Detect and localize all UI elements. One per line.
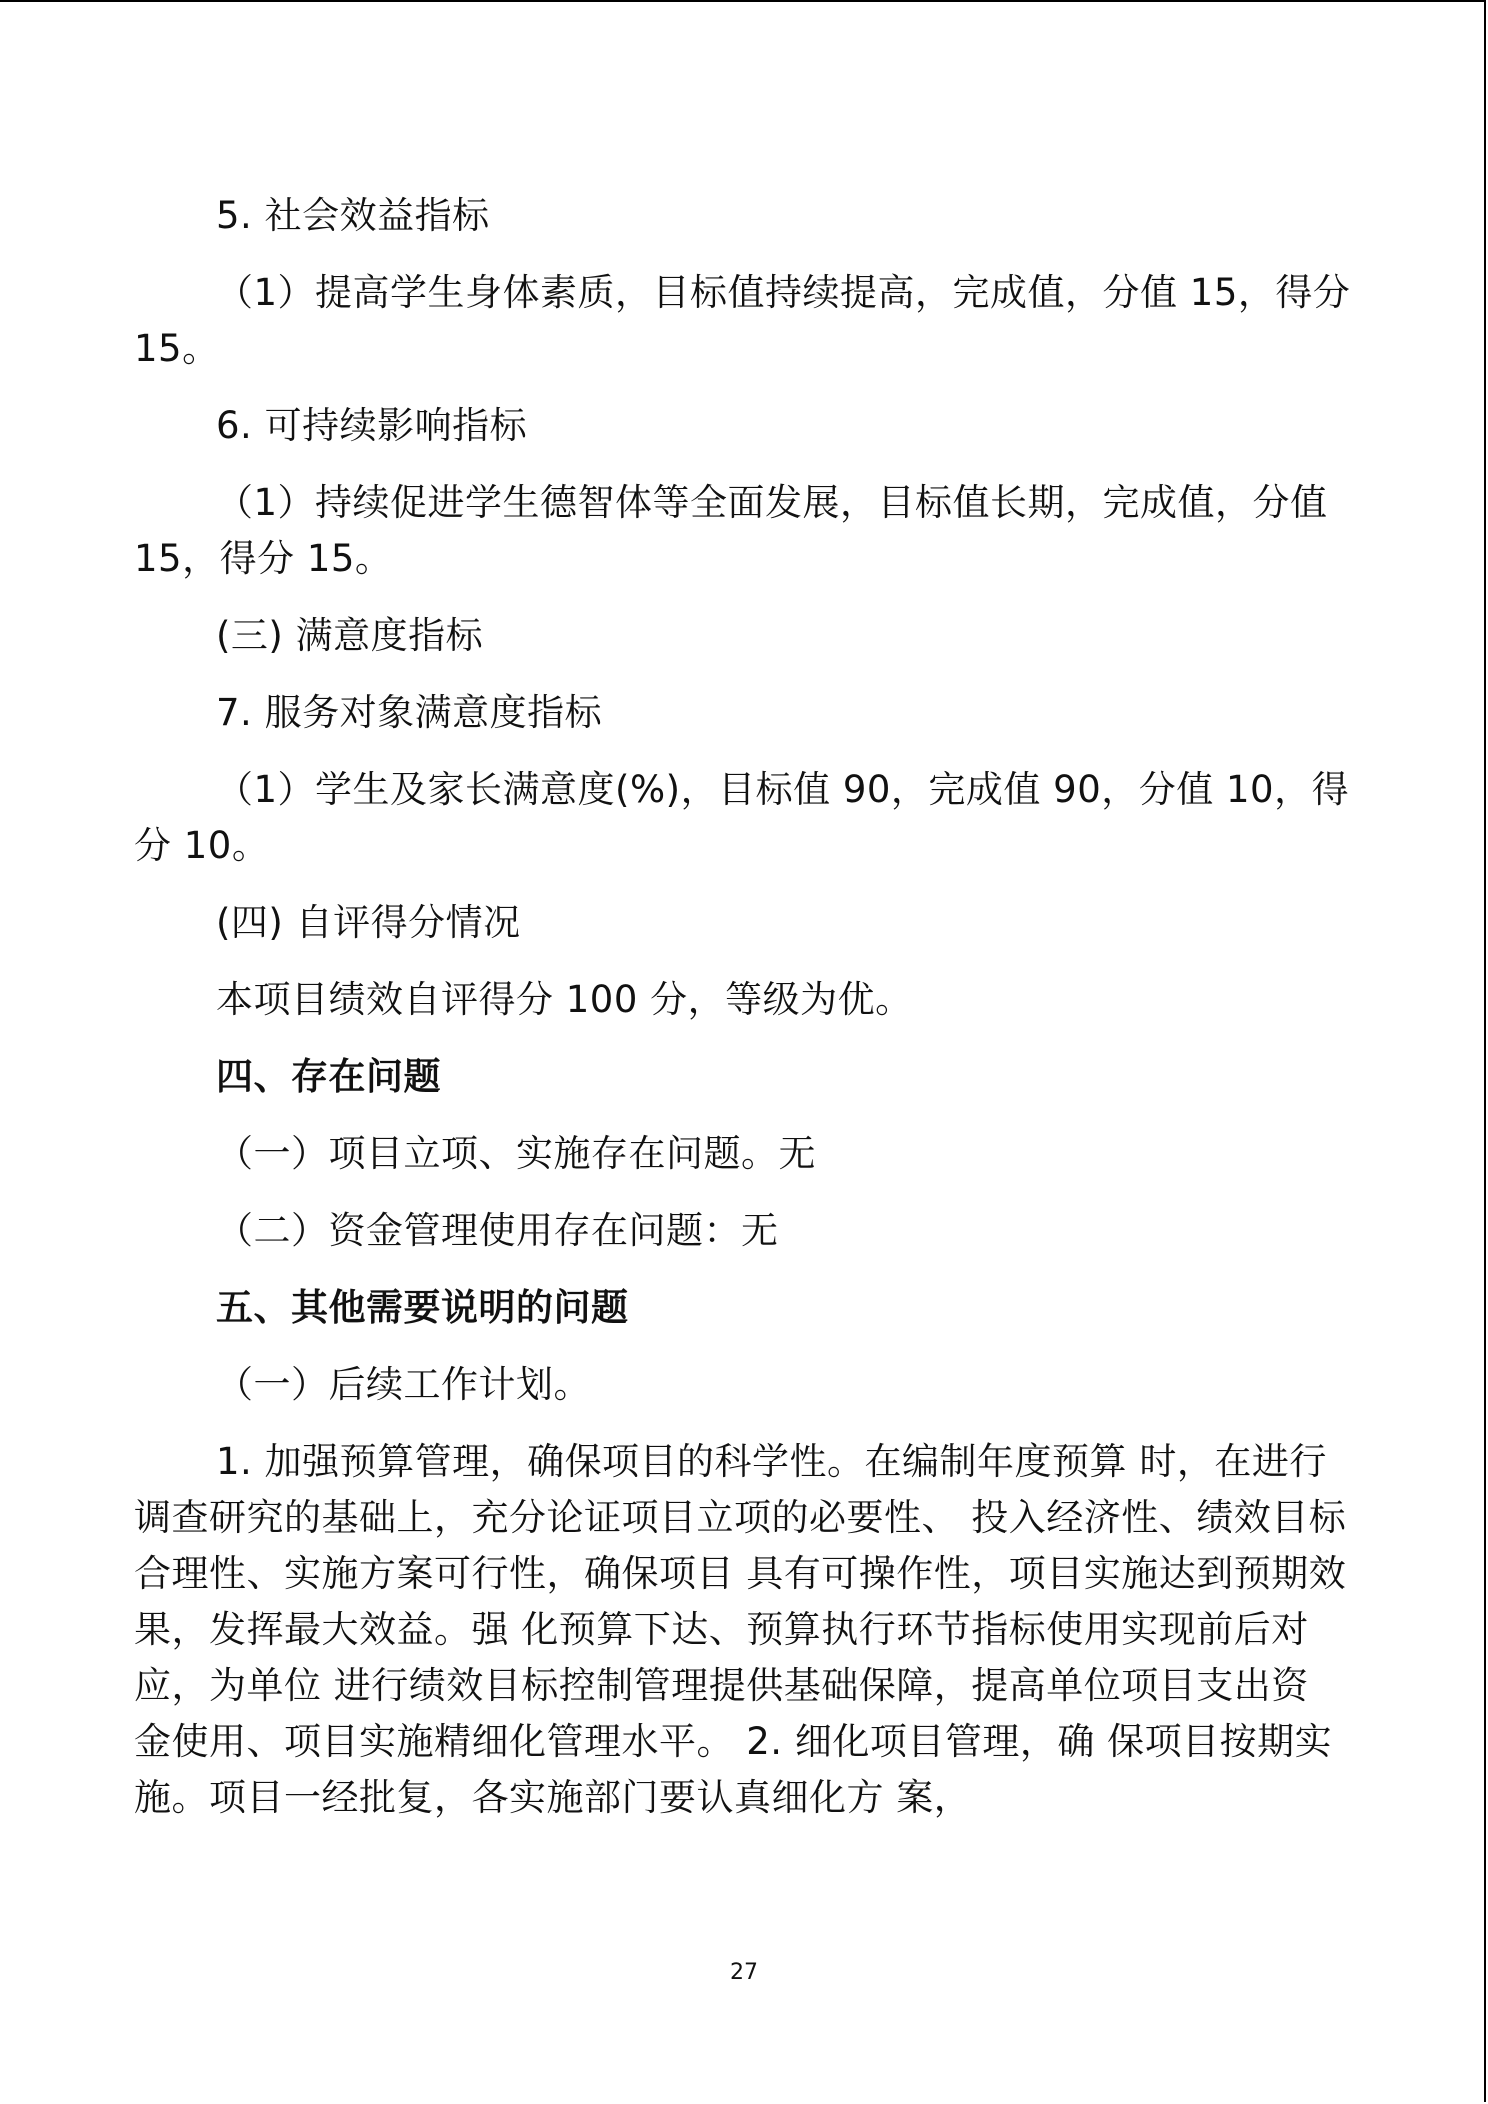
paragraph-follow-up-plan: 1. 加强预算管理，确保项目的科学性。在编制年度预算 时，在进行调查研究的基础上，充分论证项目立项的必要性、 投入经济性、绩效目标合理性、实施方案可行性，确保项目 具有可操作性，项目实施达到预期效果，发挥最大效益。强 化预算下达、预算执行环节指标使用实现前后对应，为单位 进行绩效目标控制管理提供基础保障，提高单位项目支出资 金使用、项目实施精细化管理水平。 2. 细化项目管理，确 保项目按期实施。项目一经批复，各实施部门要认真细化方 案， [134,1440,1347,1819]
paragraph-self-evaluation: 本项目绩效自评得分 100 分，等级为优。 [216,978,913,1021]
paragraph-problem-2: （二）资金管理使用存在问题：无 [216,1209,779,1252]
page-number: 27 [730,1960,758,1985]
paragraph-problem-1: （一）项目立项、实施存在问题。无 [216,1132,816,1175]
heading-sustainability: 6. 可持续影响指标 [216,404,528,447]
heading-satisfaction: (三) 满意度指标 [216,614,484,657]
heading-follow-up-plan: （一）后续工作计划。 [216,1363,591,1406]
paragraph-satisfaction-item: （1）学生及家长满意度(%)，目标值 90，完成值 90，分值 10，得分 10。 [134,768,1350,867]
paragraph-social-benefit-item: （1）提高学生身体素质，目标值持续提高，完成值，分值 15，得分 15。 [134,271,1351,370]
heading-social-benefit: 5. 社会效益指标 [216,194,490,237]
document-body [134,188,1354,1826]
section-heading-problems: 四、存在问题 [216,1055,441,1098]
heading-self-evaluation: (四) 自评得分情况 [216,901,521,944]
section-heading-other-issues: 五、其他需要说明的问题 [216,1286,629,1329]
paragraph-sustainability-item: （1）持续促进学生德智体等全面发展，目标值长期，完成值，分值 15，得分 15。 [134,481,1328,580]
heading-service-satisfaction: 7. 服务对象满意度指标 [216,691,603,734]
